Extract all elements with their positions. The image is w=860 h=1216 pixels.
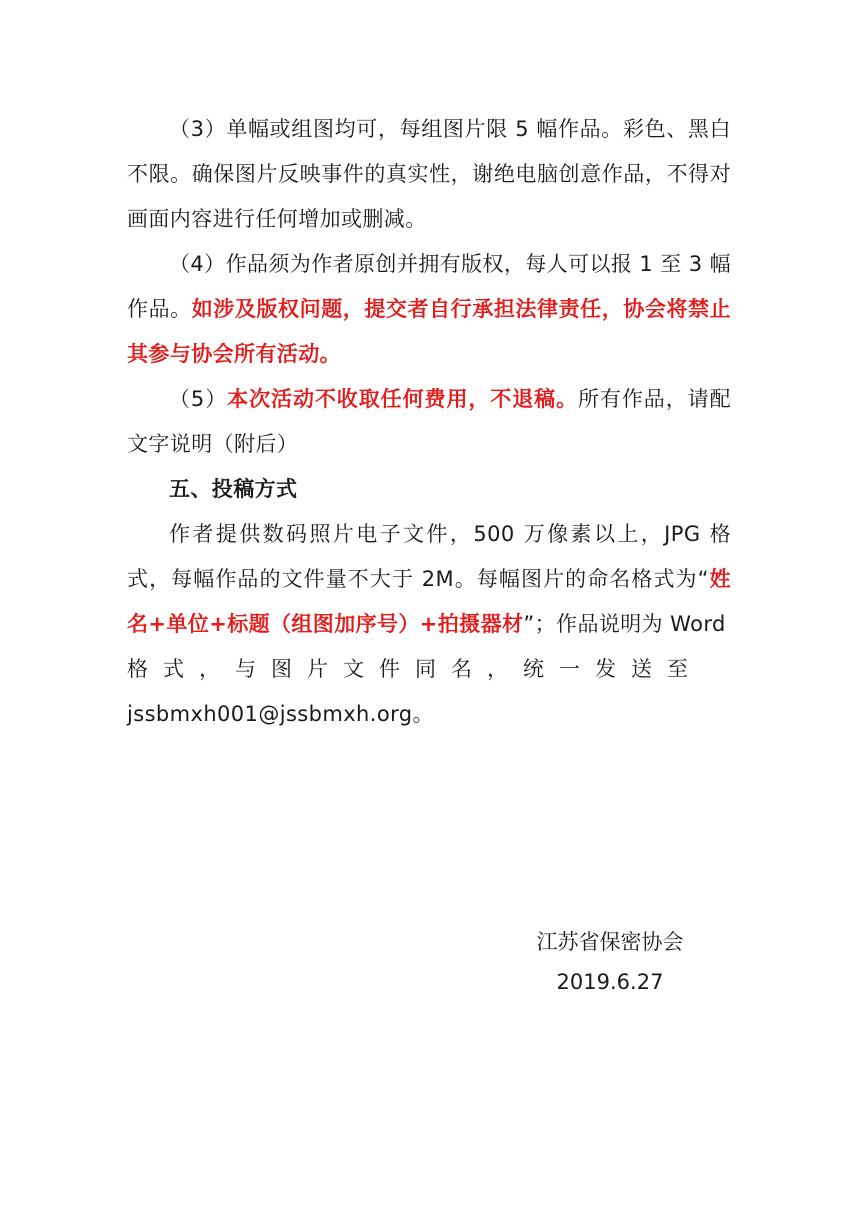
item-4-copyright-warning: 如涉及版权问题，提交者自行承担法律责任，协会将禁止其参与协会所有活动。	[127, 297, 731, 366]
submission-text-b: ”；作品说明为 Word	[523, 612, 726, 636]
paragraph-submission	[127, 512, 731, 647]
submission-text: 作者提供数码照片电子文件，500 万像素以上，JPG 格式，每幅作品的文件量不大于 2M。每幅图片的命名格式为“	[127, 522, 731, 591]
item-5-fee-notice: 本次活动不收取任何费用，不退稿。	[227, 387, 579, 411]
paragraph-item-4	[127, 242, 731, 377]
document-body	[127, 107, 731, 737]
item-5-suffix: 所有作品，请配文字说明（附后）	[127, 387, 731, 456]
paragraph-item-5	[127, 377, 731, 467]
submission-spread-line: 格式，与图片文件同名，统一发送至	[127, 657, 703, 681]
submission-email: jssbmxh001@jssbmxh.org。	[127, 702, 434, 726]
item-3-text: （3）单幅或组图均可，每组图片限 5 幅作品。彩色、黑白不限。确保图片反映事件的真实性，谢绝电脑创意作品，不得对画面内容进行任何增加或删减。	[127, 117, 731, 231]
naming-format: 姓名+单位+标题（组图加序号）+拍摄器材	[127, 567, 732, 636]
signature-organization: 江苏省保密协会	[536, 930, 684, 954]
section-heading-submission: 五、投稿方式	[169, 477, 298, 501]
item-4-text: （4）作品须为作者原创并拥有版权，每人可以报 1 至 3 幅作品。	[127, 252, 731, 321]
item-5-prefix: （5）	[169, 387, 228, 411]
paragraph-item-3	[127, 107, 731, 242]
signature-date: 2019.6.27	[556, 970, 664, 994]
